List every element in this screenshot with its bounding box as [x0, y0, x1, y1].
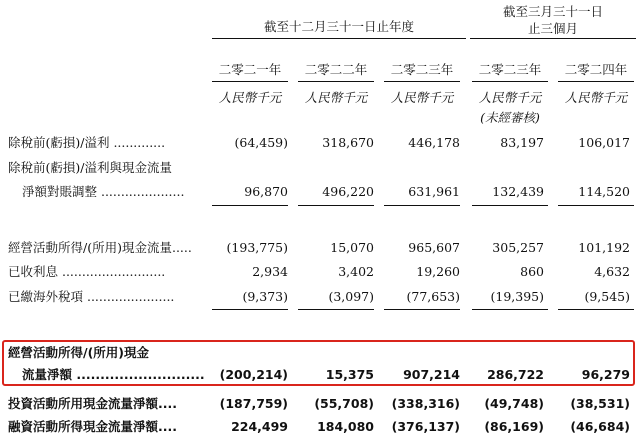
unit-label: 人民幣千元 [564, 90, 628, 105]
table-cell: 83,197 [500, 135, 544, 150]
table-cell: 96,279 [581, 367, 630, 382]
table-cell: 101,192 [578, 240, 630, 255]
column-header-2022: 二零二二年 [304, 62, 368, 77]
table-cell: 305,257 [492, 240, 544, 255]
table-cell: (64,459) [234, 135, 288, 150]
header-year-rule [212, 38, 466, 39]
table-cell: (38,531) [570, 396, 630, 411]
table-cell: 15,070 [330, 240, 374, 255]
table-cell: 19,260 [416, 264, 460, 279]
subtotal-rule [212, 309, 288, 310]
table-cell: 907,214 [403, 367, 460, 382]
subtotal-rule [298, 205, 374, 206]
unit-label: 人民幣千元 [478, 90, 542, 105]
column-rule [298, 81, 374, 82]
table-cell: 496,220 [322, 184, 374, 199]
table-cell: (376,137) [391, 419, 460, 434]
subtotal-rule [384, 309, 460, 310]
table-cell: 446,178 [408, 135, 460, 150]
row-label-interest-received: 已收利息 .......................... [8, 264, 166, 279]
row-label-net-operating-cash-flow-cont: 流量淨額 ........................... [22, 367, 205, 382]
subtotal-rule [558, 309, 634, 310]
unaudited-label: (未經審核) [480, 110, 540, 125]
table-cell: 286,722 [487, 367, 544, 382]
column-rule [472, 81, 548, 82]
table-cell: 4,632 [594, 264, 630, 279]
row-label-reconciliation: 除稅前(虧損)/溢利與現金流量 [8, 160, 172, 175]
subtotal-rule [384, 205, 460, 206]
table-cell: 3,402 [338, 264, 374, 279]
row-label-overseas-tax-paid: 已繳海外稅項 ...................... [8, 289, 175, 304]
table-cell: (19,395) [490, 289, 544, 304]
subtotal-rule [298, 309, 374, 310]
table-cell: (3,097) [328, 289, 374, 304]
table-cell: (200,214) [219, 367, 288, 382]
unit-label: 人民幣千元 [390, 90, 454, 105]
column-rule [384, 81, 460, 82]
row-label-net-financing-cash-flow: 融資活動所得現金流量淨額.... [8, 419, 177, 434]
table-cell: 114,520 [578, 184, 630, 199]
table-cell: 96,870 [244, 184, 288, 199]
column-header-2024-q1: 二零二四年 [564, 62, 628, 77]
table-cell: 2,934 [252, 264, 288, 279]
table-cell: (86,169) [484, 419, 544, 434]
row-label-loss-profit-before-tax: 除稅前(虧損)/溢利 ............. [8, 135, 166, 150]
table-cell: (9,545) [584, 289, 630, 304]
table-cell: (49,748) [484, 396, 544, 411]
row-label-reconciliation-cont: 淨額對賬調整 ..................... [22, 184, 185, 199]
subtotal-rule [212, 205, 288, 206]
table-cell: (55,708) [314, 396, 374, 411]
header-year-group: 截至十二月三十一日止年度 [263, 19, 414, 34]
table-cell: (187,759) [219, 396, 288, 411]
table-cell: 965,607 [408, 240, 460, 255]
table-cell: 15,375 [325, 367, 374, 382]
table-cell: (46,684) [570, 419, 630, 434]
table-cell: (77,653) [406, 289, 460, 304]
header-quarter-rule [470, 38, 636, 39]
subtotal-rule [472, 309, 548, 310]
column-rule [212, 81, 288, 82]
row-label-net-operating-cash-flow: 經營活動所得/(所用)現金 [8, 345, 149, 360]
column-header-2021: 二零二一年 [218, 62, 282, 77]
subtotal-rule [472, 205, 548, 206]
row-label-net-investing-cash-flow: 投資活動所用現金流量淨額.... [8, 396, 177, 411]
column-rule [558, 81, 634, 82]
table-cell: (338,316) [391, 396, 460, 411]
table-cell: (193,775) [226, 240, 288, 255]
table-cell: (9,373) [242, 289, 288, 304]
unit-label: 人民幣千元 [304, 90, 368, 105]
table-cell: 860 [520, 264, 544, 279]
table-cell: 132,439 [492, 184, 544, 199]
row-label-operating-cash-flow: 經營活動所得/(所用)現金流量..... [8, 240, 192, 255]
subtotal-rule [558, 205, 634, 206]
header-quarter-group-line1: 截至三月三十一日 [502, 4, 603, 19]
table-cell: 106,017 [578, 135, 630, 150]
column-header-2023-q1: 二零二三年 [478, 62, 542, 77]
header-quarter-group-line2: 止三個月 [527, 21, 578, 36]
unit-label: 人民幣千元 [218, 90, 282, 105]
table-cell: 224,499 [231, 419, 288, 434]
table-cell: 184,080 [317, 419, 374, 434]
column-header-2023: 二零二三年 [390, 62, 454, 77]
table-cell: 318,670 [322, 135, 374, 150]
table-cell: 631,961 [408, 184, 460, 199]
